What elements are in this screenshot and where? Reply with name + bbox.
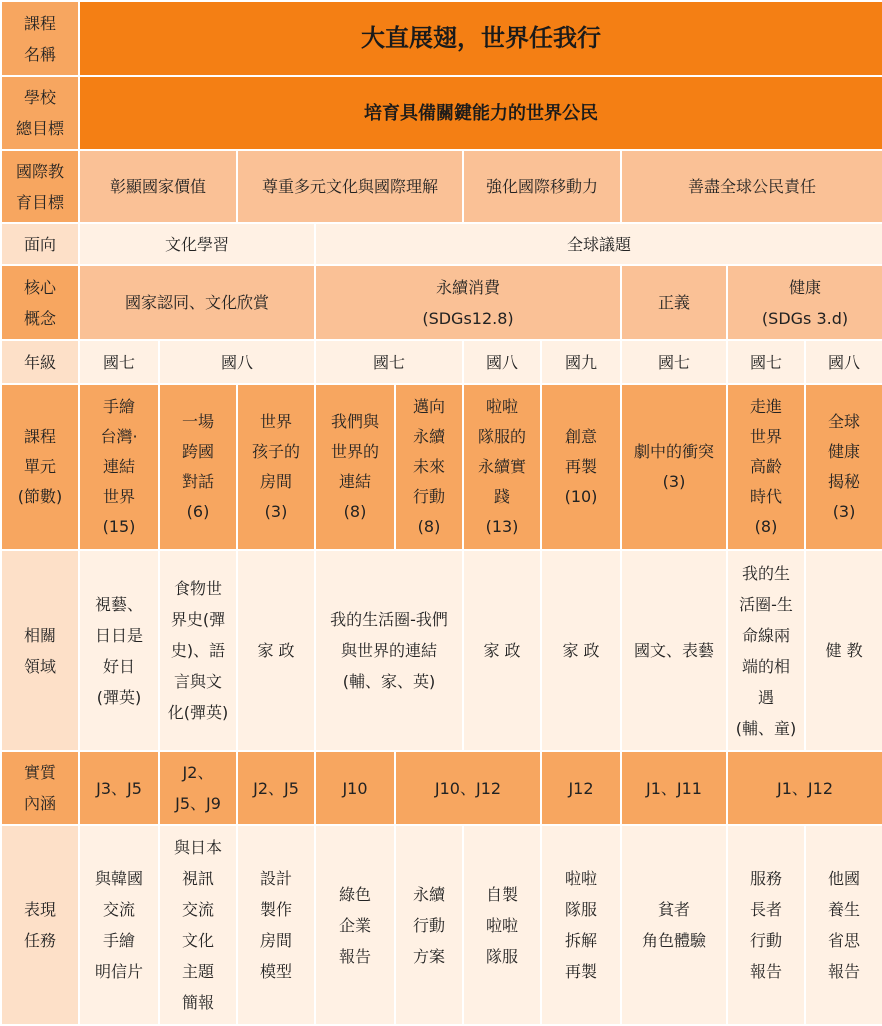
row-units bbox=[1, 384, 882, 550]
row-aspects bbox=[1, 223, 882, 265]
domain-cell: 國文、表藝 bbox=[621, 550, 727, 751]
unit-cell: 全球 健康 揭秘 (3) bbox=[805, 384, 882, 550]
intl-goal-3: 強化國際移動力 bbox=[463, 150, 621, 223]
task-cell: 服務 長者 行動 報告 bbox=[727, 825, 805, 1025]
intl-goal-4: 善盡全球公民責任 bbox=[621, 150, 882, 223]
content-cell: J2、J5 bbox=[237, 751, 315, 825]
grade-cell: 國八 bbox=[805, 340, 882, 384]
unit-cell: 走進 世界 高齡 時代 (8) bbox=[727, 384, 805, 550]
row-school-goal bbox=[1, 76, 882, 150]
task-cell: 啦啦 隊服 拆解 再製 bbox=[541, 825, 621, 1025]
grade-cell: 國七 bbox=[79, 340, 159, 384]
domain-cell: 食物世 界史(彈 史)、語 言與文 化(彈英) bbox=[159, 550, 237, 751]
intl-goal-1: 彰顯國家價值 bbox=[79, 150, 237, 223]
unit-cell: 世界 孩子的 房間 (3) bbox=[237, 384, 315, 550]
concept-health: 健康 (SDGs 3.d) bbox=[727, 265, 882, 340]
row-grades bbox=[1, 340, 882, 384]
domain-cell: 健 教 bbox=[805, 550, 882, 751]
content-cell: J10、J12 bbox=[395, 751, 541, 825]
label-domain: 相關 領域 bbox=[1, 550, 79, 751]
content-cell: J10 bbox=[315, 751, 395, 825]
school-goal-text: 培育具備關鍵能力的世界公民 bbox=[79, 76, 882, 150]
row-domains bbox=[1, 550, 882, 751]
label-unit: 課程 單元 (節數) bbox=[1, 384, 79, 550]
concept-identity: 國家認同、文化欣賞 bbox=[79, 265, 315, 340]
grade-cell: 國七 bbox=[621, 340, 727, 384]
row-tasks bbox=[1, 825, 882, 1025]
task-cell: 貧者 角色體驗 bbox=[621, 825, 727, 1025]
unit-cell: 啦啦 隊服的 永續實 踐 (13) bbox=[463, 384, 541, 550]
task-cell: 他國 養生 省思 報告 bbox=[805, 825, 882, 1025]
domain-cell: 家 政 bbox=[237, 550, 315, 751]
row-course-name bbox=[1, 1, 882, 76]
label-aspect: 面向 bbox=[1, 223, 79, 265]
concept-sustainable: 永續消費 (SDGs12.8) bbox=[315, 265, 621, 340]
grade-cell: 國七 bbox=[315, 340, 463, 384]
content-cell: J1、J12 bbox=[727, 751, 882, 825]
label-core-concept: 核心 概念 bbox=[1, 265, 79, 340]
content-cell: J3、J5 bbox=[79, 751, 159, 825]
grade-cell: 國七 bbox=[727, 340, 805, 384]
domain-cell: 視藝、 日日是 好日 (彈英) bbox=[79, 550, 159, 751]
unit-cell: 劇中的衝突 (3) bbox=[621, 384, 727, 550]
label-school-goal: 學校 總目標 bbox=[1, 76, 79, 150]
task-cell: 永續 行動 方案 bbox=[395, 825, 463, 1025]
task-cell: 自製 啦啦 隊服 bbox=[463, 825, 541, 1025]
task-cell: 與日本 視訊 交流 文化 主題 簡報 bbox=[159, 825, 237, 1025]
task-cell: 綠色 企業 報告 bbox=[315, 825, 395, 1025]
label-task: 表現 任務 bbox=[1, 825, 79, 1025]
unit-cell: 邁向 永續 未來 行動 (8) bbox=[395, 384, 463, 550]
row-contents bbox=[1, 751, 882, 825]
domain-cell: 家 政 bbox=[541, 550, 621, 751]
row-intl-goals bbox=[1, 150, 882, 223]
content-cell: J12 bbox=[541, 751, 621, 825]
task-cell: 設計 製作 房間 模型 bbox=[237, 825, 315, 1025]
grade-cell: 國八 bbox=[463, 340, 541, 384]
content-cell: J2、 J5、J9 bbox=[159, 751, 237, 825]
label-grade: 年級 bbox=[1, 340, 79, 384]
course-title: 大直展翅，世界任我行 bbox=[79, 1, 882, 76]
domain-cell: 家 政 bbox=[463, 550, 541, 751]
unit-cell: 我們與 世界的 連結 (8) bbox=[315, 384, 395, 550]
domain-cell: 我的生活圈-我們 與世界的連結 (輔、家、英) bbox=[315, 550, 463, 751]
intl-goal-2: 尊重多元文化與國際理解 bbox=[237, 150, 463, 223]
aspect-culture: 文化學習 bbox=[79, 223, 315, 265]
concept-justice: 正義 bbox=[621, 265, 727, 340]
label-intl-goal: 國際教 育目標 bbox=[1, 150, 79, 223]
domain-cell: 我的生 活圈-生 命線兩 端的相 遇 (輔、童) bbox=[727, 550, 805, 751]
unit-cell: 創意 再製 (10) bbox=[541, 384, 621, 550]
unit-cell: 手繪 台灣· 連結 世界 (15) bbox=[79, 384, 159, 550]
label-course-name: 課程 名稱 bbox=[1, 1, 79, 76]
content-cell: J1、J11 bbox=[621, 751, 727, 825]
label-content: 實質 內涵 bbox=[1, 751, 79, 825]
grade-cell: 國八 bbox=[159, 340, 315, 384]
grade-cell: 國九 bbox=[541, 340, 621, 384]
task-cell: 與韓國 交流 手繪 明信片 bbox=[79, 825, 159, 1025]
unit-cell: 一場 跨國 對話 (6) bbox=[159, 384, 237, 550]
row-concepts bbox=[1, 265, 882, 340]
aspect-global: 全球議題 bbox=[315, 223, 882, 265]
